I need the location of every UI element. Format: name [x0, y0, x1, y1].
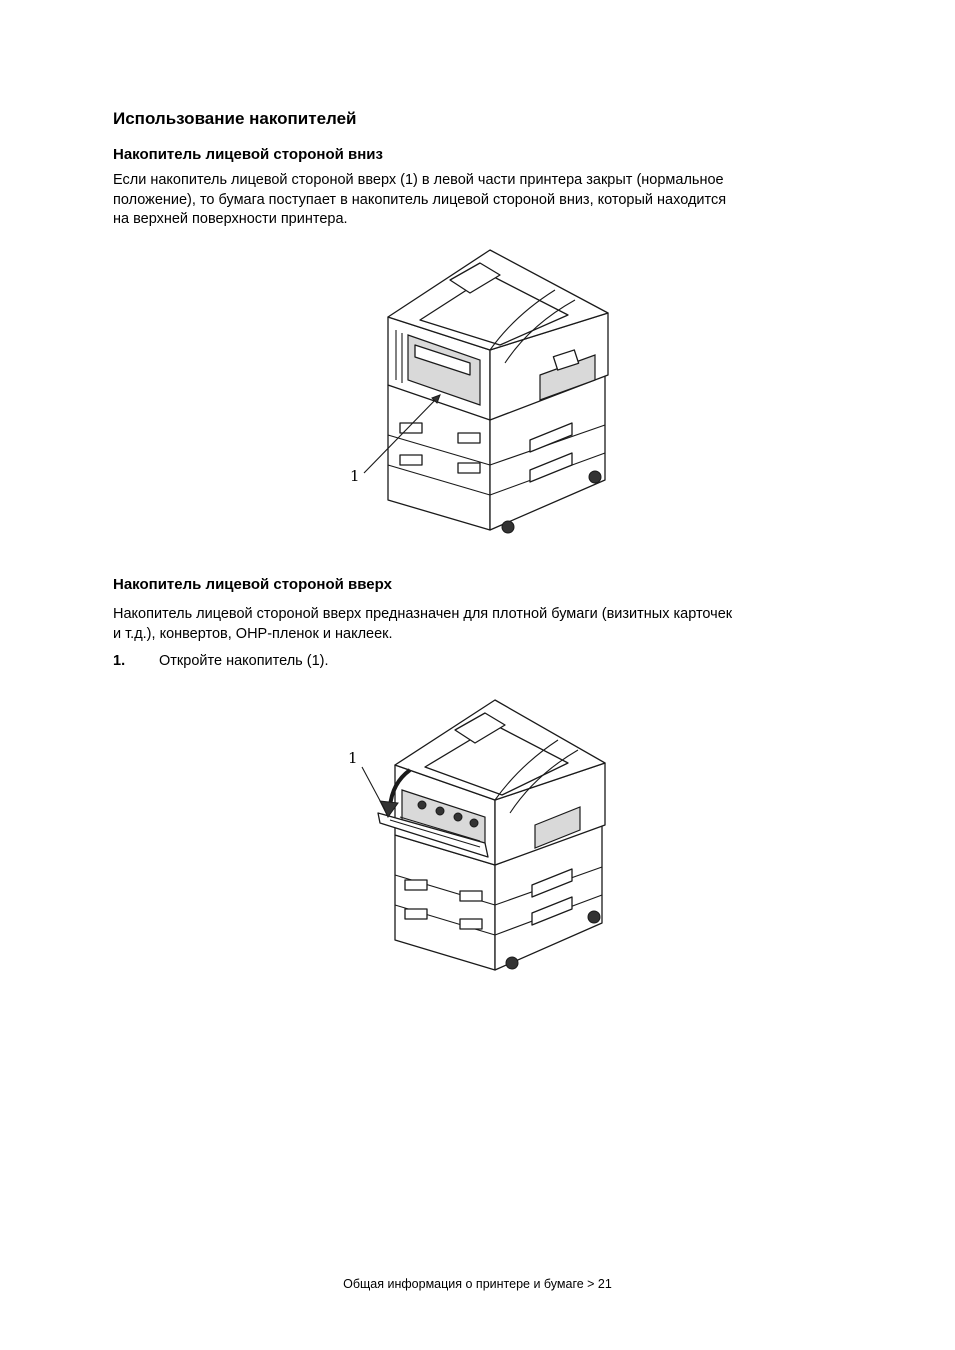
faceup-paragraph: [113, 605, 813, 644]
facedown-line-3: на верхней поверхности принтера.: [113, 211, 348, 227]
printer-closed-illustration: [340, 245, 620, 540]
faceup-callout-label: 1: [348, 749, 358, 767]
section-title: Использование накопителей: [113, 109, 357, 128]
facedown-callout-label: 1: [350, 467, 360, 485]
page-footer: Общая информация о принтере и бумаге > 21: [343, 1277, 612, 1291]
printer-open-tray-illustration: [340, 695, 615, 980]
step-text: Откройте накопитель (1).: [159, 653, 329, 669]
facedown-heading: Накопитель лицевой стороной вниз: [113, 146, 383, 163]
faceup-heading: Накопитель лицевой стороной вверх: [113, 576, 392, 593]
facedown-line-1: Если накопитель лицевой стороной вверх (1) в левой части принтера закрыт (нормальное: [113, 172, 724, 188]
step-number: 1.: [113, 653, 126, 669]
facedown-paragraph: [113, 171, 813, 230]
facedown-line-2: положение), то бумага поступает в накопитель лицевой стороной вниз, который находится: [113, 191, 727, 208]
faceup-line-1: Накопитель лицевой стороной вверх предназначен для плотной бумаги (визитных карточек: [113, 606, 733, 622]
faceup-line-2: и т.д.), конвертов, OHP-пленок и наклеек.: [113, 625, 393, 642]
